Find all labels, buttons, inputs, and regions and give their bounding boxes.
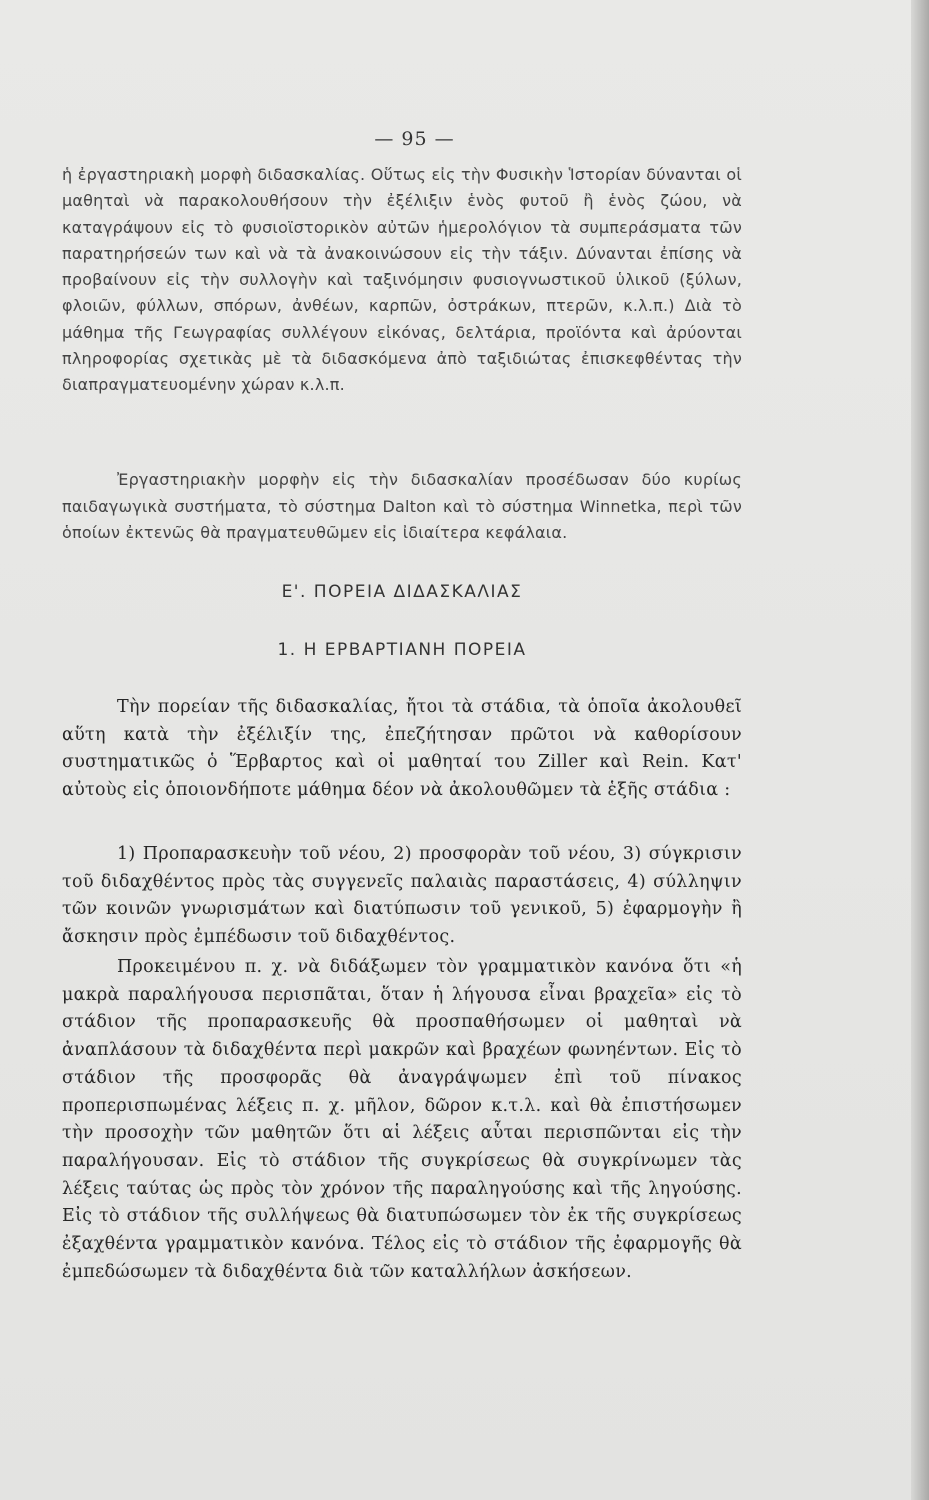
section-heading: 1. Η ΕΡΒΑΡΤΙΑΝΗ ΠΟΡΕΙΑ [277, 640, 527, 660]
paragraph-example: Προκειμένου π. χ. νὰ διδάξωμεν τὸν γραμματικὸν κανόνα ὅτι «ἡ μακρὰ παραλήγουσα περισπᾶται, ὅταν ἡ λήγουσα εἶναι βραχεῖα» εἰς τὸ στάδιον τῆς προπαρασκευῆς θὰ προσπαθήσωμεν οἱ μαθηταὶ νὰ ἀναπλάσουν τὰ διδαχθέντα περὶ μακρῶν καὶ βραχέων φωνηέντων. Εἰς τὸ στάδιον τῆς προσφορᾶς θὰ ἀναγράψωμεν ἐπὶ τοῦ πίνακος προπερισπωμένας λέξεις π. χ. μῆλον, δῶρον κ.τ.λ. καὶ θὰ ἐπιστήσωμεν τὴν προσοχὴν τῶν μαθητῶν ὅτι αἱ λέξεις αὗται περισπῶνται εἰς τὴν παραλήγουσαν. Εἰς τὸ στάδιον τῆς συγκρίσεως θὰ συγκρίνωμεν τὰς λέξεις ταύτας ὡς πρὸς τὸν χρόνον τῆς παραληγούσης καὶ τῆς ληγούσης. Εἰς τὸ στάδιον τῆς συλλήψεως θὰ διατυπώσωμεν τὸν ἐκ τῆς συγκρίσεως ἐξαχθέντα γραμματικὸν κανόνα. Τέλος εἰς τὸ στάδιον τῆς ἐφαρμογῆς θὰ ἐμπεδώσωμεν τὰ διδαχθέντα διὰ τῶν καταλλήλων ἀσκήσεων. [62, 957, 742, 1282]
paragraph-dalton-winnetka: Ἐργαστηριακὴν μορφὴν εἰς τὴν διδασκαλίαν προσέδωσαν δύο κυρίως παιδαγωγικὰ συστήματα, τὸ σύστημα Dalton καὶ τὸ σύστημα Winnetka, περὶ τῶν ὁποίων ἐκτενῶς θὰ πραγματευθῶμεν εἰς ἰδιαίτερα κεφάλαια. [62, 470, 742, 542]
paragraph-stages-list: 1) Προπαρασκευὴν τοῦ νέου, 2) προσφορὰν τοῦ νέου, 3) σύγκρισιν τοῦ διδαχθέντος πρὸς τὰς συγγενεῖς παλαιὰς παραστάσεις, 4) σύλληψιν τῶν κοινῶν γνωρισμάτων καὶ διατύπωσιν τοῦ γενικοῦ, 5) ἐφαρμογὴν ἢ ἄσκησιν πρὸς ἐμπέδωσιν τοῦ διδαχθέντος. [62, 844, 742, 948]
paragraph-herbart-intro: Τὴν πορείαν τῆς διδασκαλίας, ἤτοι τὰ στάδια, τὰ ὁποῖα ἀκολουθεῖ αὕτη κατὰ τὴν ἐξέλιξίν της, ἐπεζήτησαν πρῶτοι νὰ καθορίσουν συστηματικῶς ὁ Ἕρβαρτος καὶ οἱ μαθηταί του Ziller καὶ Rein. Κατ' αὐτοὺς εἰς ὁποιονδήποτε μάθημα δέον νὰ ἀκολουθῶμεν τὰ ἑξῆς στάδια : [62, 697, 742, 801]
chapter-heading: Ε'. ΠΟΡΕΙΑ ΔΙΔΑΣΚΑΛΙΑΣ [281, 582, 523, 602]
paragraph-lab-form: ἡ ἐργαστηριακὴ μορφὴ διδασκαλίας. Οὕτως εἰς τὴν Φυσικὴν Ἱστορίαν δύνανται οἱ μαθηταὶ νὰ παρακολουθήσουν τὴν ἐξέλιξιν ἑνὸς φυτοῦ ἢ ἑνὸς ζώου, νὰ καταγράψουν εἰς τὸ φυσιοϊστορικὸν αὐτῶν ἡμερολόγιον τὰ συμπεράσματα τῶν παρατηρήσεών των καὶ νὰ τὰ ἀνακοινώσουν εἰς τὴν τάξιν. Δύνανται ἐπίσης νὰ προβαίνουν εἰς τὴν συλλογὴν καὶ ταξινόμησιν φυσιογνωστικοῦ ὑλικοῦ (ξύλων, φλοιῶν, φύλλων, σπόρων, ἀνθέων, καρπῶν, ὀστράκων, πτερῶν, κ.λ.π.) Διὰ τὸ μάθημα τῆς Γεωγραφίας συλλέγουν εἰκόνας, δελτάρια, προϊόντα καὶ ἀρύονται πληροφορίας σχετικὰς μὲ τὰ διδασκόμενα ἀπὸ ταξιδιώτας ἐπισκεφθέντας τὴν διαπραγματευομένην χώραν κ.λ.π. [62, 165, 742, 395]
page-number: — 95 — [374, 128, 455, 150]
page-edge-shadow [911, 0, 929, 1500]
